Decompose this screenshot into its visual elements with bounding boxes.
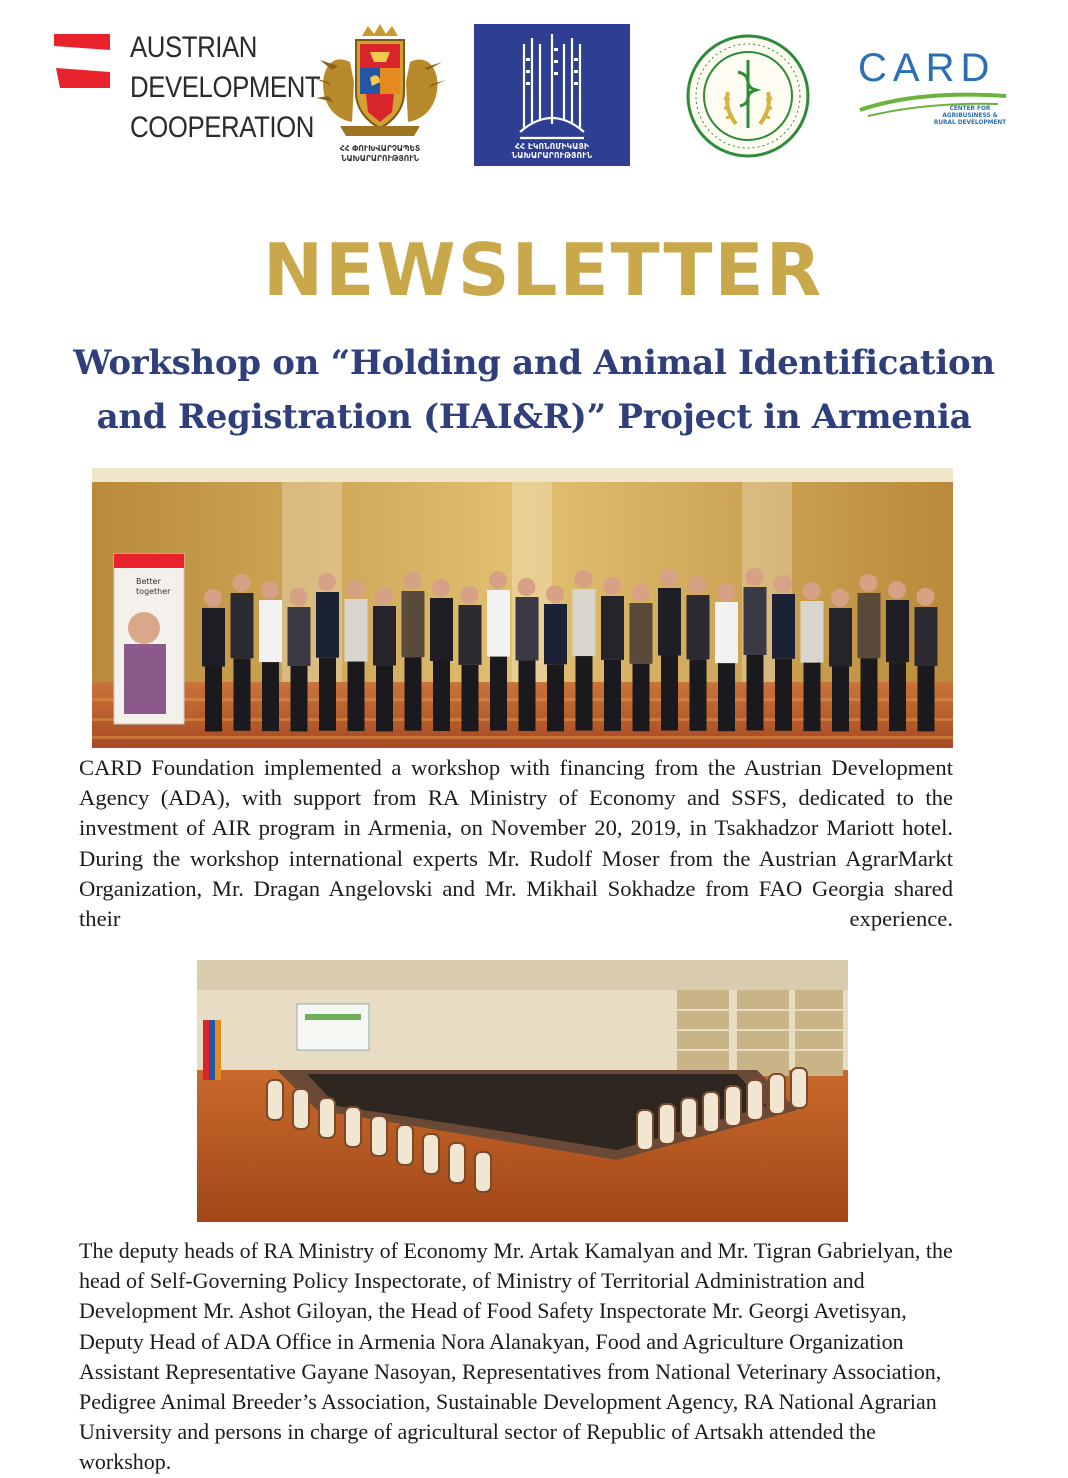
group-photo-person [231,574,254,731]
group-photo-person [886,581,909,731]
newsletter-heading: NEWSLETTER [262,228,824,312]
card-subtitle-line: AGRIBUSINESS & [942,113,998,119]
group-photo-person [829,589,852,732]
meeting-photo-chair [397,1125,413,1165]
meeting-photo-chair [475,1152,491,1192]
group-photo-person [573,570,596,731]
group-photo-person [373,587,396,731]
meeting-photo [197,960,848,1222]
group-photo-person [858,574,881,731]
banner-text-line: together [136,587,171,596]
article-title [60,336,1008,444]
group-photo-person [345,580,368,731]
meeting-photo-chair [267,1080,283,1120]
group-photo-person [601,577,624,731]
group-photo-person [801,582,824,731]
meeting-photo-chair [747,1080,763,1120]
meeting-photo-chair [769,1074,785,1114]
meeting-photo-chair [703,1092,719,1132]
austrian-development-cooperation-logo [52,28,321,148]
ada-logo-line: AUSTRIAN [130,31,258,64]
meeting-photo-chair [637,1110,653,1150]
group-photo-person [744,568,767,730]
card-subtitle-line: RURAL DEVELOPMENT [933,120,1007,126]
article-paragraph-2: The deputy heads of RA Ministry of Economy Mr. Artak Kamalyan and Mr. Tigran Gabrielyan, the head of Self-Governing Policy Inspectorate, of Ministry of Territorial Administration and Development Mr. Ashot Giloyan, the Head of Food Safety Inspectorate Mr. Georgi Avetisyan, Deputy Head of ADA Office in Armenia Nora Alanakyan, Food and Agriculture Organization Assistant Representative Gayane Nasoyan, Representatives from National Veterinary Association, Pedigree Animal Breeder’s Association, Sustainable Development Agency, RA National Agrarian University and persons in charge of agricultural sector of Republic of Artsakh attended the workshop. [79,1238,953,1475]
meeting-photo-chair [371,1116,387,1156]
ada-logo-line: DEVELOPMENT [130,71,321,104]
article-title-line: and Registration (HAI&R)” Project in Armenia [96,397,972,437]
group-photo-person [487,571,510,731]
group-photo-person [430,579,453,731]
group-photo-person [687,576,710,731]
group-photo-person [259,581,282,731]
meeting-photo-chair [681,1098,697,1138]
ministry-emblem-logo [474,24,630,166]
ada-logo-line: COOPERATION [130,111,315,144]
banner-text-line: Better [136,577,161,586]
card-subtitle-line: CENTER FOR [949,106,991,112]
meeting-photo-chair [345,1107,361,1147]
group-photo-person [915,588,938,731]
group-photo-person [630,584,653,731]
group-photo-person [459,586,482,731]
meeting-photo-chair [725,1086,741,1126]
meeting-photo-chair [449,1143,465,1183]
article-paragraph-1: CARD Foundation implemented a workshop with financing from the Austrian Development Agency (ADA), with support from RA Ministry of Economy and SSFS, dedicated to the investment of AIR program in Armenia, on November 20, 2019, in Tsakhadzor Mariott hotel. During the workshop international experts Mr. Rudolf Moser from the Austrian AgrarMarkt Organization, Mr. Dragan Angelovski and Mr. Mikhail Sokhadze from FAO Georgia shared their experience. [79,755,953,932]
group-photo-person [544,585,567,731]
group-photo-person [316,573,339,731]
group-photo-person [516,578,539,731]
partner-logo-strip [48,22,1018,172]
group-photo-person [715,583,738,731]
meeting-photo-chair [319,1098,335,1138]
group-photo [92,468,953,748]
austrian-flag-icon [52,32,112,90]
armenian-coat-of-arms-icon [310,22,450,142]
group-photo-person [288,588,311,731]
coat-caption-line: ՀՀ ՓՈՒԽՎԱՐՉԱՊԵՏ [339,144,421,153]
coat-caption-line: ՆԱԽԱՐԱՐՈՒԹՅՈՒՆ [341,154,419,163]
card-logo [858,46,1008,156]
group-photo-person [202,589,225,732]
ministry-emblem-caption: ՀՀ ԷԿՈՆՈՄԻԿԱՅԻ ՆԱԽԱՐԱՐՈՒԹՅՈՒՆ [511,142,593,160]
article-title-line: Workshop on “Holding and Animal Identification [73,343,995,383]
food-safety-seal-icon [684,32,812,160]
food-safety-service-logo [684,32,812,160]
meeting-photo-chair [659,1104,675,1144]
group-photo-person [772,575,795,731]
meeting-photo-chair [791,1068,807,1108]
meeting-photo-chair [423,1134,439,1174]
ministry-coat-of-arms-logo [310,22,450,172]
group-photo-person [402,572,425,731]
meeting-photo-chair [293,1089,309,1129]
group-photo-person [658,569,681,731]
card-logo-wordmark: CARD [858,46,996,90]
